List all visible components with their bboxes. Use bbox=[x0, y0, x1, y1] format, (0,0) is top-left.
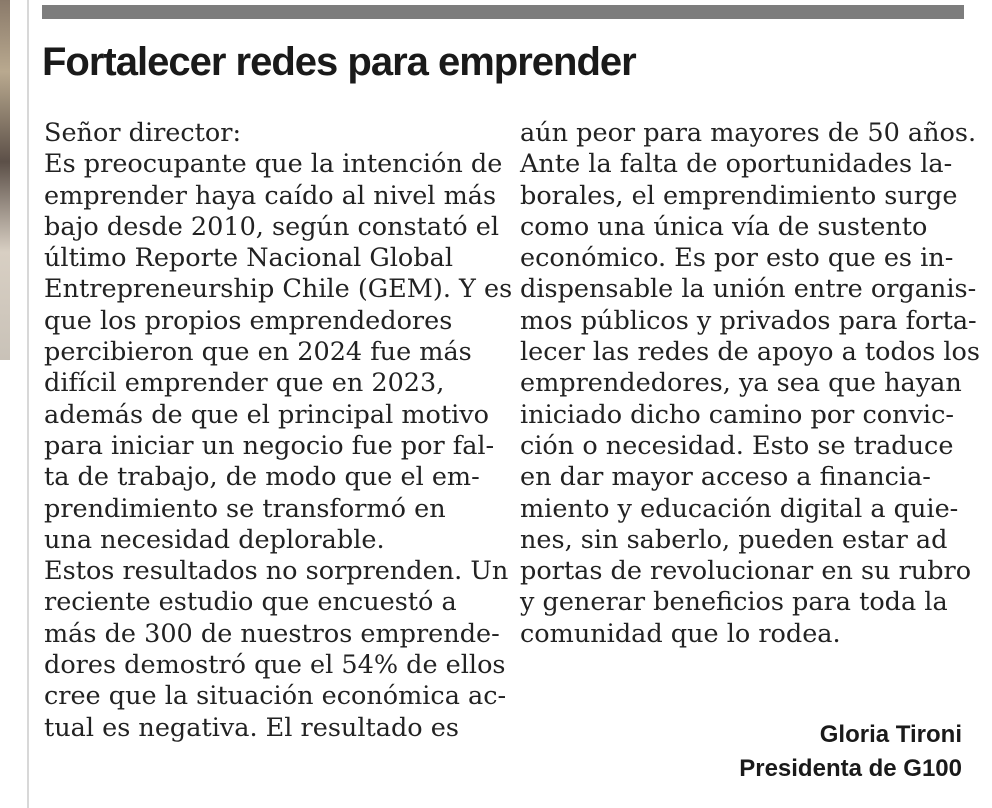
body-text-line: emprender haya caído al nivel más bbox=[44, 180, 497, 211]
letter-signature bbox=[739, 718, 962, 786]
body-text-line: más de 300 de nuestros emprende- bbox=[44, 618, 500, 649]
body-text-line: dispensable la unión entre organis- bbox=[520, 274, 977, 305]
adjacent-article-image-fragment bbox=[0, 0, 10, 360]
body-text-line: para iniciar un negocio fue por fal- bbox=[44, 430, 495, 461]
body-text-line: Entrepreneurship Chile (GEM). Y es bbox=[44, 274, 513, 305]
body-text-line: iniciado dicho camino por convic- bbox=[520, 399, 954, 430]
body-text-line: tual es negativa. El resultado es bbox=[44, 712, 459, 743]
body-text-line: comunidad que lo rodea. bbox=[520, 618, 841, 649]
article-headline: Fortalecer redes para emprender bbox=[42, 40, 636, 84]
body-text-line: Ante la falta de oportunidades la- bbox=[520, 149, 953, 180]
body-text-line: ción o necesidad. Esto se traduce bbox=[520, 430, 954, 461]
body-text-line: una necesidad deplorable. bbox=[44, 524, 385, 555]
body-text-line: prendimiento se transformó en bbox=[44, 493, 446, 524]
body-text-line: cree que la situación económica ac- bbox=[44, 681, 507, 712]
body-text-line: Es preocupante que la intención de bbox=[44, 149, 503, 180]
body-text-line: lecer las redes de apoyo a todos los bbox=[520, 337, 980, 368]
body-text-line: último Reporte Nacional Global bbox=[44, 243, 453, 274]
body-text-line: que los propios emprendedores bbox=[44, 305, 453, 336]
body-text-line: como una única vía de sustento bbox=[520, 211, 928, 242]
body-text-line: en dar mayor acceso a financia- bbox=[520, 462, 931, 493]
column-divider bbox=[27, 0, 29, 808]
body-text-line: Señor director: bbox=[44, 118, 242, 148]
body-text-line: borales, el emprendimiento surge bbox=[520, 180, 958, 211]
body-text-line: emprendedores, ya sea que hayan bbox=[520, 368, 962, 399]
body-text-line: reciente estudio que encuestó a bbox=[44, 587, 457, 618]
body-text-line: económico. Es por esto que es in- bbox=[520, 243, 954, 274]
author-role: Presidenta de G100 bbox=[739, 755, 962, 782]
body-text-line: dores demostró que el 54% de ellos bbox=[44, 650, 506, 681]
body-text-line: mos públicos y privados para forta- bbox=[520, 305, 977, 336]
body-text-line: nes, sin saberlo, pueden estar ad bbox=[520, 524, 948, 555]
section-header-bar bbox=[42, 5, 964, 19]
article-body-left-column bbox=[44, 118, 513, 744]
article-body-right-column bbox=[520, 118, 980, 650]
body-text-line: además de que el principal motivo bbox=[44, 399, 490, 430]
body-text-line: miento y educación digital a quie- bbox=[520, 493, 959, 524]
body-text-line: aún peor para mayores de 50 años. bbox=[520, 118, 977, 148]
body-text-line: portas de revolucionar en su rubro bbox=[520, 556, 972, 587]
body-text-line: difícil emprender que en 2023, bbox=[44, 368, 445, 399]
body-text-line: y generar beneficios para toda la bbox=[520, 587, 948, 618]
body-text-line: Estos resultados no sorprenden. Un bbox=[44, 556, 509, 587]
body-text-line: ta de trabajo, de modo que el em- bbox=[44, 462, 480, 493]
author-name: Gloria Tironi bbox=[819, 721, 962, 748]
body-text-line: bajo desde 2010, según constató el bbox=[44, 211, 500, 242]
body-text-line: percibieron que en 2024 fue más bbox=[44, 337, 472, 368]
